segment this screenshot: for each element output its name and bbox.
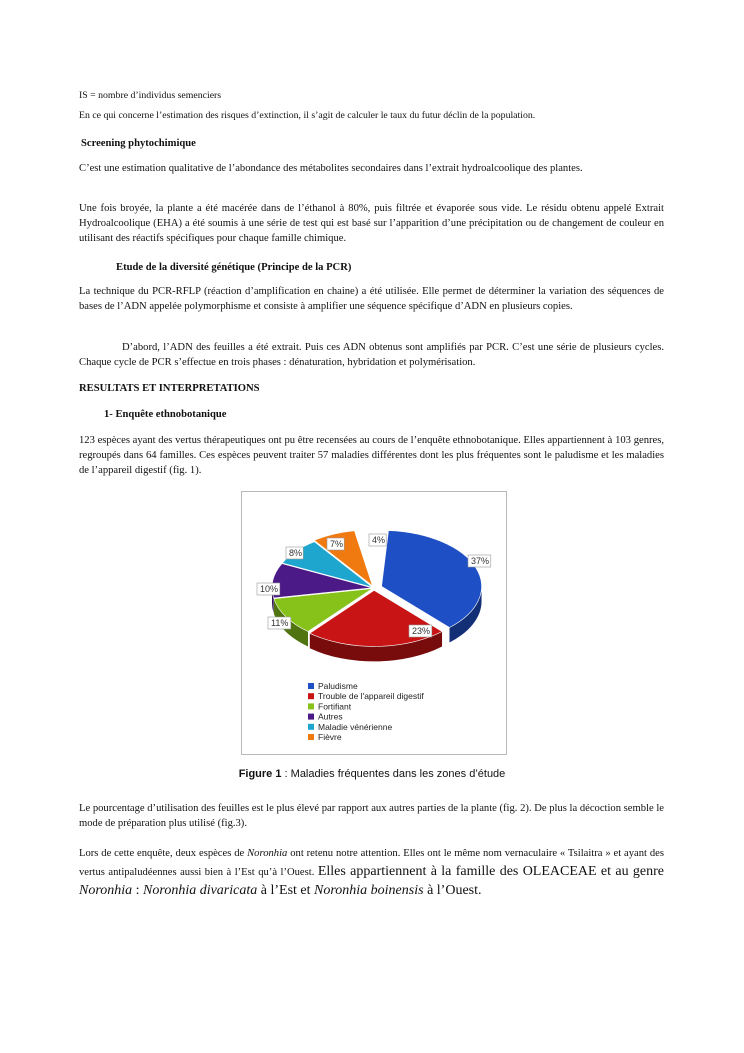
- pie-label-2: 11%: [271, 618, 289, 628]
- noronhia-text-d: Elles appartiennent à la famille des OLEACEAE et au genre: [317, 864, 664, 879]
- paragraph-extinction: En ce qui concerne l’estimation des risques d’extinction, il s’agit de calculer le taux du futur déclin de la population.: [79, 110, 536, 121]
- legend-swatch-4: [308, 724, 314, 730]
- pie-label-0: 37%: [471, 556, 490, 566]
- legend-label-3: Autres: [318, 711, 343, 722]
- legend-swatch-0: [308, 683, 314, 689]
- figure-1-caption-text: : Maladies fréquentes dans les zones d’étude: [281, 768, 506, 780]
- paragraph-noronhia: [79, 845, 664, 900]
- pie-label-4: 8%: [289, 548, 303, 558]
- paragraph-screening-2: Une fois broyée, la plante a été macérée dans de l’éthanol à 80%, puis filtrée et évaporée sous vide. Le résidu obtenu appelé Extrait Hydroalcoolique (EHA) a été soumis à une série de test qui est basé sur l’apparition d’une précipitation ou de changement de couleur en utilisant des réactifs spécifiques pour chaque famille chimique.: [79, 203, 664, 244]
- paragraph-pcr-2: D’abord, l’ADN des feuilles a été extrait. Puis ces ADN obtenus sont amplifiés par PCR. C’est une série de plusieurs cycles. Chaque cycle de PCR s’effectue en trois phases : dénaturation, hybridation et polymérisation.: [79, 342, 664, 368]
- noronhia-divaricata: Noronhia divaricata: [143, 883, 258, 898]
- heading-pcr: Etude de la diversité génétique (Principe de la PCR): [116, 262, 352, 273]
- noronhia-genus-1: Noronhia: [247, 848, 288, 859]
- legend-swatch-2: [308, 703, 314, 709]
- figure-1-caption-label: Figure 1: [238, 768, 282, 780]
- heading-enquete: 1- Enquête ethnobotanique: [104, 409, 227, 420]
- legend-swatch-5: [308, 734, 314, 740]
- legend-label-5: Fièvre: [318, 732, 342, 742]
- legend-label-2: Fortifiant: [318, 701, 352, 712]
- legend-swatch-1: [308, 693, 314, 699]
- heading-screening: Screening phytochimique: [81, 138, 196, 149]
- pie-label-3: 10%: [260, 584, 279, 594]
- legend-label-4: Maladie vénérienne: [318, 721, 393, 732]
- noronhia-text-f: :: [132, 883, 144, 898]
- paragraph-enquete: 123 espèces ayant des vertus thérapeutiques ont pu être recensées au cours de l’enquête ethnobotanique. Elles appartiennent à 103 genres, regroupés dans 64 familles. Ces espèces peuvent traiter 57 maladies différentes dont les plus fréquentes sont le paludisme et les maladies de l’appareil digestif (fig. 1).: [79, 435, 664, 476]
- pie-chart-svg: [242, 492, 506, 754]
- paragraph-is-definition: IS = nombre d’individus semenciers: [79, 90, 222, 101]
- pie-label-1: 23%: [412, 626, 431, 636]
- noronhia-text-a: Lors de cette enquête, deux espèces de: [79, 848, 248, 859]
- noronhia-genus-2: Noronhia: [79, 883, 133, 898]
- legend-label-1: Trouble de l'appareil digestif: [318, 691, 424, 702]
- paragraph-pcr-1: La technique du PCR-RFLP (réaction d’amplification en chaine) a été utilisée. Elle permet de déterminer la variation des séquences de bases de l’ADN appelée polymorphisme et consiste à amplifier une séquence spécifique d’ADN en plusieurs copies.: [79, 286, 664, 312]
- pie-chart-figure-1: [241, 491, 507, 755]
- figure-1-caption: [0, 768, 744, 780]
- noronhia-text-j: à l’Ouest.: [423, 883, 482, 898]
- noronhia-text-h: à l’Est et: [257, 883, 315, 898]
- noronhia-boinensis: Noronhia boinensis: [314, 883, 424, 898]
- legend-swatch-3: [308, 714, 314, 720]
- paragraph-pourcentage: Le pourcentage d’utilisation des feuilles est le plus élevé par rapport aux autres parties de la plante (fig. 2). De plus la décoction semble le mode de préparation plus utilisé (fig.3).: [79, 803, 664, 829]
- legend-label-0: Paludisme: [318, 681, 358, 691]
- heading-results: RESULTATS ET INTERPRETATIONS: [79, 383, 260, 394]
- pie-label-5: 7%: [330, 539, 344, 549]
- pie-label-6: 4%: [372, 535, 386, 545]
- paragraph-screening-1: C’est une estimation qualitative de l’abondance des métabolites secondaires dans l’extrait hydroalcoolique des plantes.: [79, 163, 583, 174]
- noronhia-text-c: ont retenu notre attention. Elles ont le même nom vernaculaire « Tsilaitra » et ayant des vertus antipaludéennes aussi bien à l’Est qu’à l’Ouest.: [79, 848, 664, 878]
